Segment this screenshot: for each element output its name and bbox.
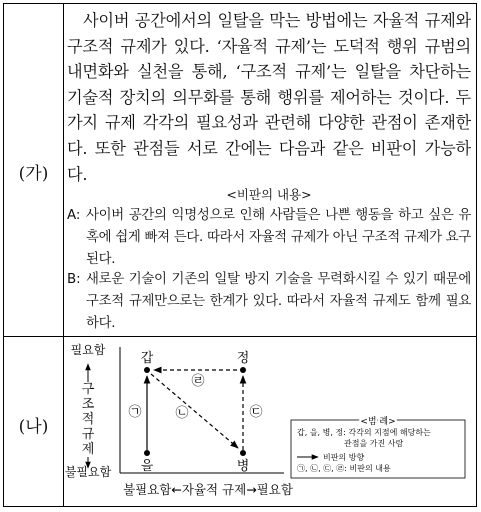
- y-axis-name-char-4: 규: [81, 427, 95, 442]
- legend: [291, 415, 465, 478]
- y-axis-name-char-1: 구: [81, 382, 95, 397]
- y-axis-name-char-3: 적: [81, 412, 95, 427]
- exam-table: [3, 3, 477, 507]
- point-label-byeong: 병: [236, 459, 250, 474]
- row-label-na: (나): [18, 417, 49, 437]
- row-label-ga: (가): [18, 164, 49, 184]
- legend-line-3: 비판의 방향: [323, 453, 365, 462]
- criticism-text-b: 새로운 기술이 기존의 일탈 방지 기술을 무력화시킬 수 있기 때문에 구조적 규제만으로는 한계가 있다. 따라서 자율적 규제도 함께 필요하다.: [86, 272, 471, 331]
- legend-line-2: 관점을 가진 사람: [344, 439, 404, 448]
- point-eul: [144, 450, 150, 456]
- y-axis-top-label: 필요함: [70, 343, 106, 357]
- point-gap: [144, 367, 150, 373]
- passage-body: 사이버 공간에서의 일탈을 막는 방법에는 자율적 규제와 구조적 규제가 있다. ‘자율적 규제’는 도덕적 행위 규범의 내면화와 실천을 통해, ‘구조적 규제’는 일탈을 차단하는 기술적 장치의 의무화를 통해 행위를 제어하는 것이다. 두 가지 규제 각각의 필요성과 관련해 다양한 관점이 존재한다. 또한 관점들 서로 간에는 다음과 같은 비판이 가능하다.: [67, 11, 471, 184]
- point-label-gap: 갑: [140, 351, 154, 366]
- x-axis-label: 불필요함←자율적 규제→필요함: [123, 482, 293, 497]
- point-byeong: [240, 450, 246, 456]
- arrow-label-2: ㉡: [175, 406, 189, 421]
- criticism-key-a: A:: [67, 208, 81, 223]
- arrow-label-4: ㉣: [191, 374, 205, 389]
- criticism-text-a: 사이버 공간의 익명성으로 인해 사람들은 나쁜 행동을 하고 싶은 유혹에 쉽게 빠져 든다. 따라서 자율적 규제가 아닌 구조적 규제가 요구된다.: [86, 208, 471, 267]
- y-axis-name-char-5: 제: [81, 442, 95, 457]
- legend-line-1: 갑, 을, 병, 정: 각각의 지점에 해당하는: [297, 428, 431, 437]
- criticism-key-b: B:: [67, 272, 81, 287]
- arrow-label-3: ㉢: [249, 405, 263, 420]
- arrow-label-1: ㉠: [128, 405, 142, 420]
- point-label-eul: 을: [140, 459, 154, 474]
- y-axis-bottom-label: 불필요함: [64, 465, 112, 479]
- legend-line-4: ㉠, ㉡, ㉢, ㉣: 비판의 내용: [297, 464, 391, 473]
- y-axis-name-char-2: 조: [81, 397, 95, 412]
- legend-title: <범 례>: [360, 417, 396, 427]
- perspective-diagram: [4, 4, 478, 508]
- criticism-title: <비판의 내용>: [226, 187, 312, 202]
- point-jeong: [240, 367, 246, 373]
- point-label-jeong: 정: [236, 351, 250, 366]
